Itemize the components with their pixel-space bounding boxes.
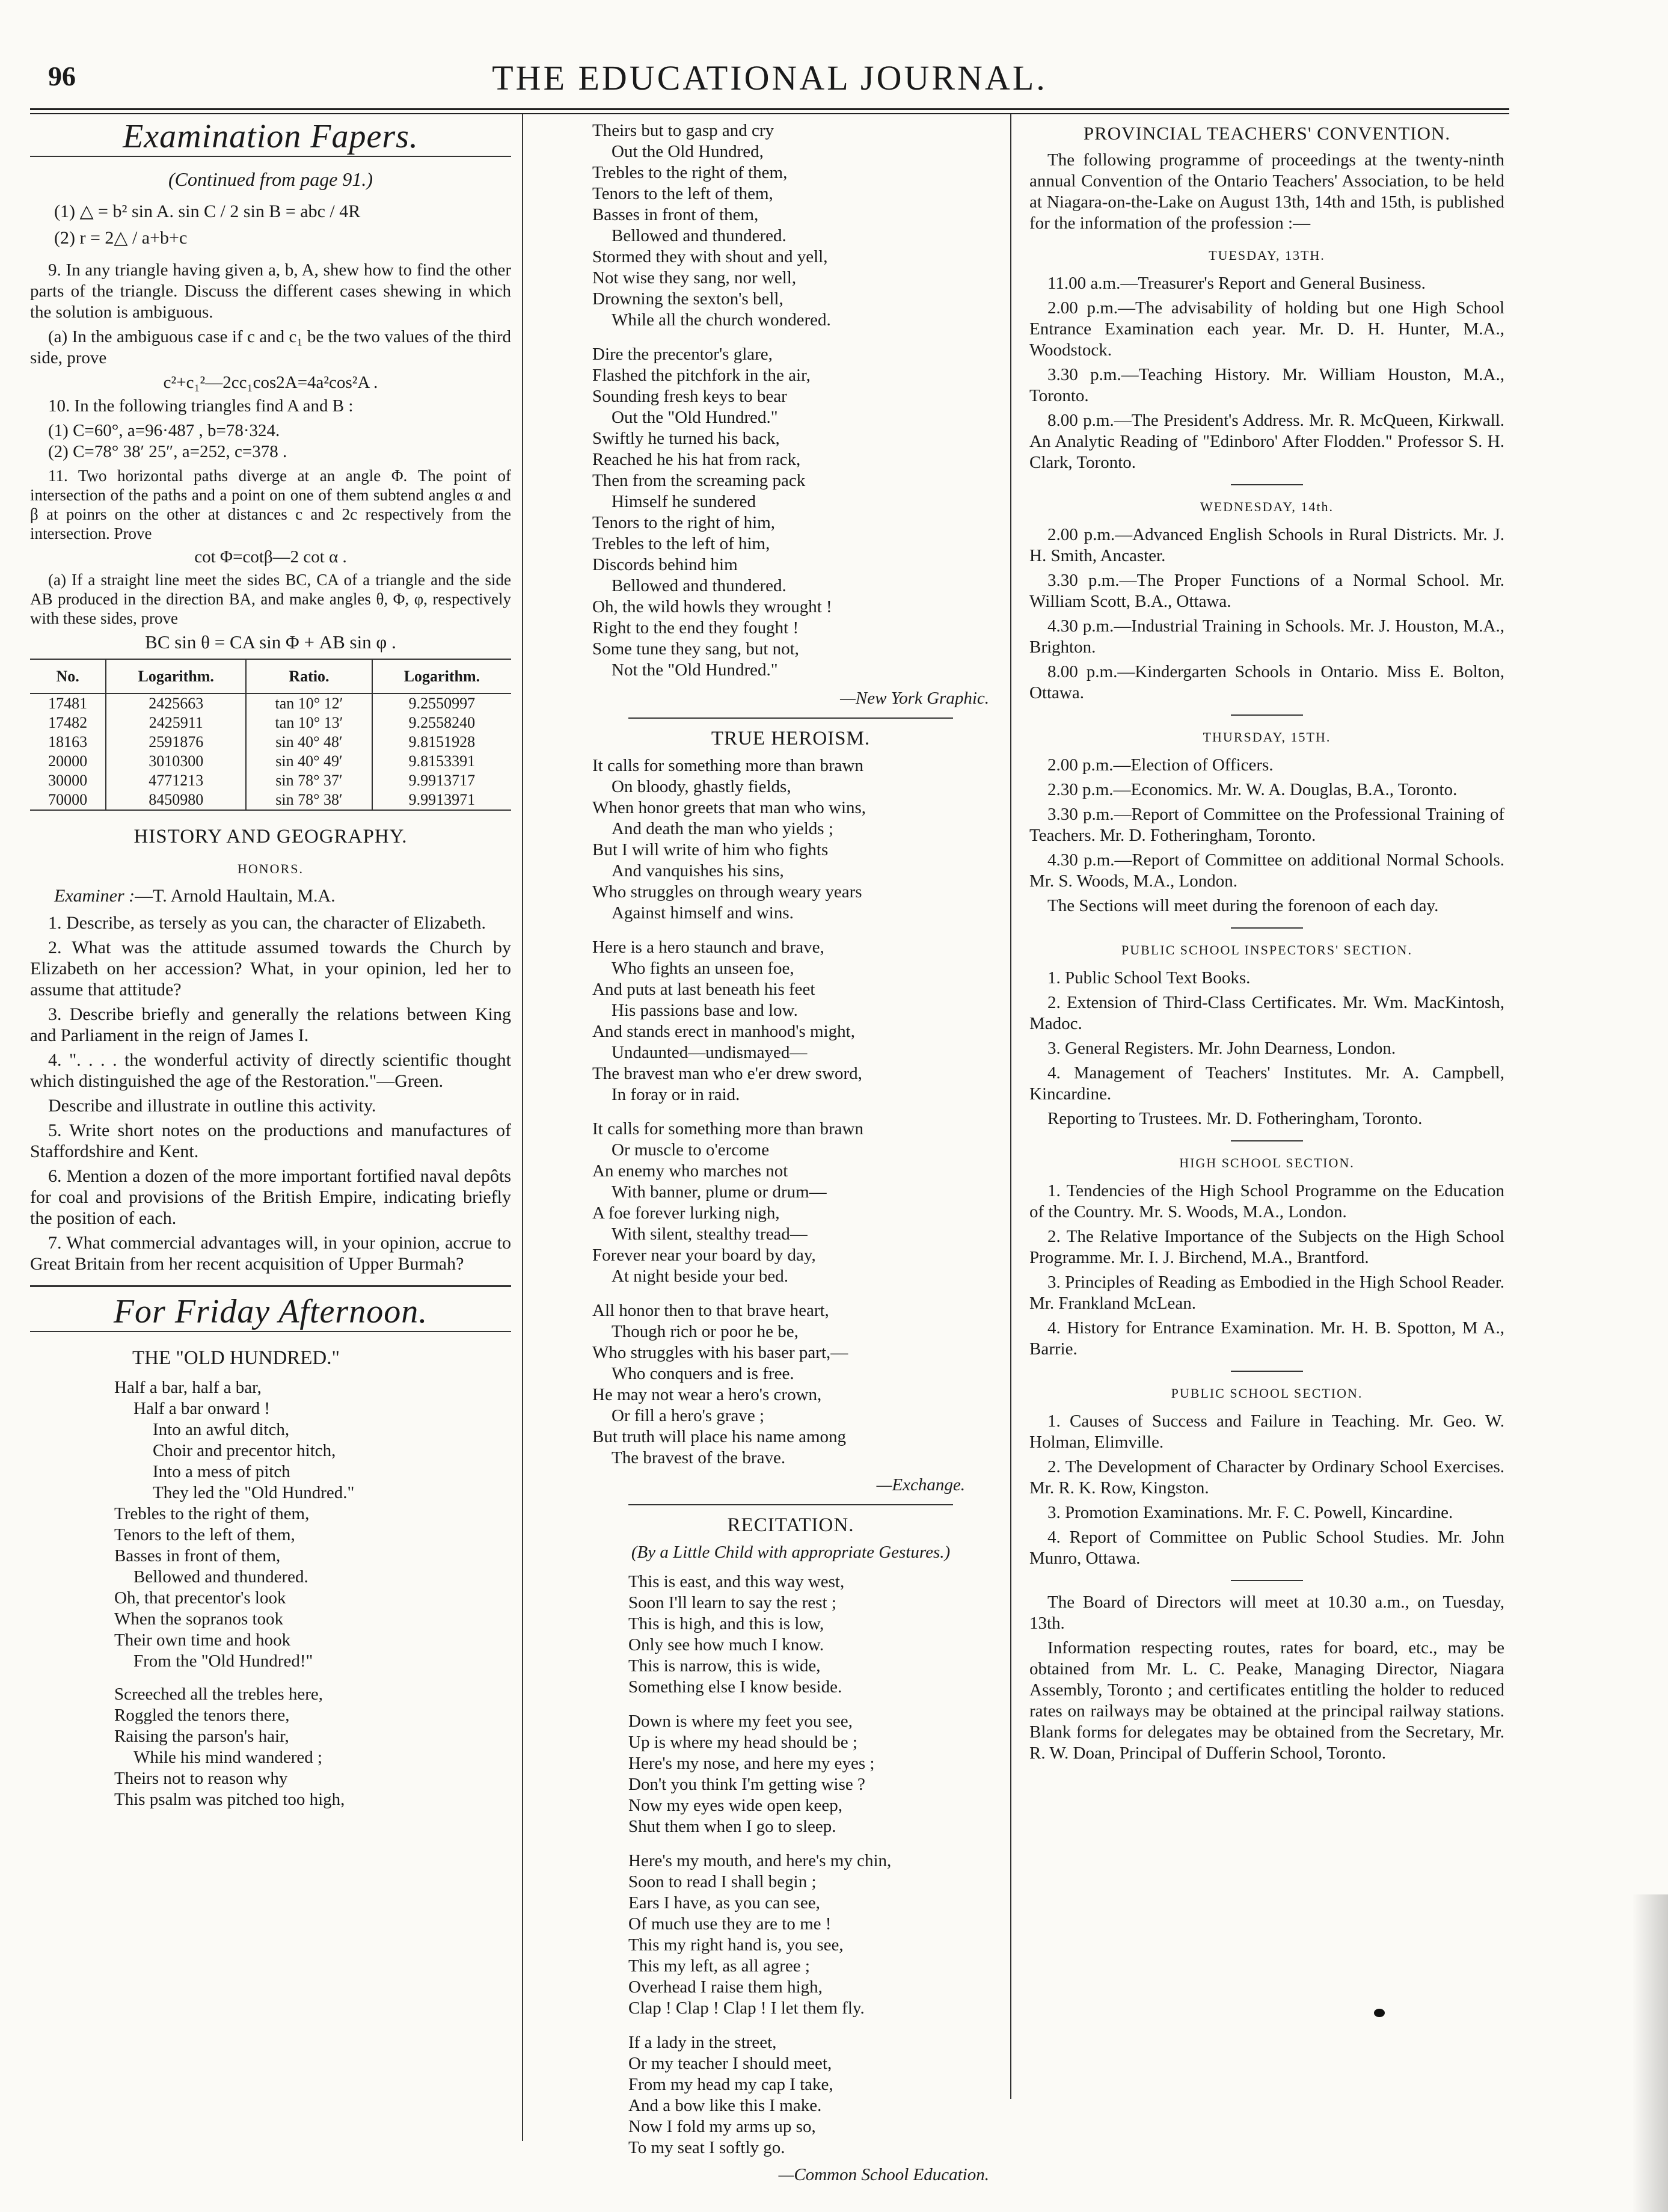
poem-line: Roggled the tenors there, xyxy=(114,1706,290,1725)
poem-line: Forever near your board by day, xyxy=(592,1246,816,1265)
poem-line: Their own time and hook xyxy=(114,1630,291,1650)
table-cell: 17481 xyxy=(30,693,106,713)
column-divider-1 xyxy=(522,114,523,2141)
column-convention xyxy=(1029,120,1504,1768)
history-question: Describe and illustrate in outline this activity. xyxy=(48,1096,376,1116)
poem-true-heroism xyxy=(592,755,989,1469)
divider xyxy=(1231,484,1303,485)
header-rule xyxy=(30,108,1509,110)
poem-line: Flashed the pitchfork in the air, xyxy=(592,366,811,385)
poem-line: Who struggles on through weary years xyxy=(592,882,862,902)
poem-line: Shut them when I go to sleep. xyxy=(628,1817,836,1836)
poem-line: Tenors to the left of them, xyxy=(114,1525,295,1544)
poem-line: Stormed they with shout and yell, xyxy=(592,247,828,266)
divider xyxy=(30,1331,511,1332)
table-cell: sin 40° 49′ xyxy=(246,752,372,771)
page-number: 96 xyxy=(48,61,76,91)
poem-line: Then from the screaming pack xyxy=(592,471,806,490)
poem-line: Who struggles with his baser part,— xyxy=(592,1343,848,1362)
table-cell: 17482 xyxy=(30,713,106,733)
poem-line: Basses in front of them, xyxy=(592,205,759,224)
poem-line: On bloody, ghastly fields, xyxy=(612,777,791,796)
formula-line: (1) △ = b² sin A. sin C / 2 sin B = abc / 4R xyxy=(54,201,361,221)
case-line: (1) C=60°, a=96·487 , b=78·324. xyxy=(48,421,280,440)
poem-line: Ears I have, as you can see, xyxy=(628,1893,820,1912)
poem-line: Out the Old Hundred, xyxy=(612,142,764,161)
poem-line: Bellowed and thundered. xyxy=(612,576,786,595)
programme-item: 2.30 p.m.—Economics. Mr. W. A. Douglas, B.A., Toronto. xyxy=(1047,780,1458,799)
poem-line: Now I fold my arms up so, xyxy=(628,2117,816,2136)
section-item: 4. Management of Teachers' Institutes. Mr. A. Campbell, Kincardine. xyxy=(1029,1063,1504,1104)
table-cell: 9.8151928 xyxy=(408,733,476,751)
poem-line: While all the church wondered. xyxy=(612,310,831,330)
poem-line: Something else I know beside. xyxy=(628,1677,842,1697)
stanza xyxy=(592,755,989,924)
poem-line: Now my eyes wide open keep, xyxy=(628,1796,842,1815)
case-line: (2) C=78° 38′ 25″, a=252, c=378 . xyxy=(48,442,287,461)
poem-line: Trebles to the right of them, xyxy=(592,163,788,182)
poem-line: Reached he his hat from rack, xyxy=(592,450,801,469)
table-cell: 8450980 xyxy=(106,790,246,810)
poem-line: Clap ! Clap ! Clap ! I let them fly. xyxy=(628,1998,865,2018)
heroism-source: —Exchange. xyxy=(876,1475,965,1495)
poem-line: Oh, the wild howls they wrought ! xyxy=(592,597,832,616)
stanza xyxy=(592,937,989,1105)
section-heading: PUBLIC SCHOOL INSPECTORS' SECTION. xyxy=(1121,942,1412,957)
history-question: 5. Write short notes on the productions and manufactures of Staffordshire and Kent. xyxy=(30,1120,511,1161)
poem-line: Tenors to the right of him, xyxy=(592,513,776,532)
section-item: 2. The Relative Importance of the Subjects on the High School Programme. Mr. I. J. Birchend, M.A., Brantford. xyxy=(1029,1227,1504,1267)
poem-line: All honor then to that brave heart, xyxy=(592,1301,829,1320)
poem-line: Drowning the sexton's bell, xyxy=(592,289,783,309)
divider xyxy=(30,156,511,157)
table-cell: 30000 xyxy=(30,771,106,790)
section-item: 1. Tendencies of the High School Programme on the Education of the Country. Mr. S. Woods, M.A., London. xyxy=(1029,1181,1504,1221)
poem-line: While his mind wandered ; xyxy=(133,1748,323,1767)
table-header: Logarithm. xyxy=(372,659,511,693)
poem-line: Here's my mouth, and here's my chin, xyxy=(628,1851,892,1870)
poem-line: Overhead I raise them high, xyxy=(628,1977,823,1997)
poem-line: Bellowed and thundered. xyxy=(612,226,786,245)
table-cell: 9.2550997 xyxy=(408,695,476,712)
history-question: 4. ". . . . the wonderful activity of directly scientific thought which distinguished the age of the Restoration."—Green. xyxy=(30,1050,511,1091)
programme-item: 3.30 p.m.—Teaching History. Mr. William Houston, M.A., Toronto. xyxy=(1029,365,1504,405)
formula-line: (2) r = 2△ / a+b+c xyxy=(54,228,188,248)
table-cell: sin 40° 48′ xyxy=(246,733,372,752)
table-cell: 9.9913717 xyxy=(408,772,476,789)
poem-line: Right to the end they fought ! xyxy=(592,618,799,637)
programme-item: 2.00 p.m.—Election of Officers. xyxy=(1047,755,1274,775)
poem-line: And vanquishes his sins, xyxy=(612,861,784,880)
poem-line: This is east, and this way west, xyxy=(628,1572,845,1591)
poem-line: This my left, as all agree ; xyxy=(628,1956,810,1976)
poem-line: Raising the parson's hair, xyxy=(114,1727,289,1746)
poem-line: Out the "Old Hundred." xyxy=(612,408,778,427)
poem-line: Into a mess of pitch xyxy=(153,1462,290,1481)
page-header xyxy=(30,54,1509,108)
poem-line: And stands erect in manhood's might, xyxy=(592,1022,855,1041)
question-10-cases xyxy=(30,420,511,462)
section-item: 1. Public School Text Books. xyxy=(1047,968,1251,988)
recitation-source: —Common School Education. xyxy=(778,2165,989,2184)
page-edge-shadow xyxy=(1632,1894,1668,2212)
table-cell: 18163 xyxy=(30,733,106,752)
table-row xyxy=(30,771,511,790)
section-item: 3. Principles of Reading as Embodied in the High School Reader. Mr. Frankland McLean. xyxy=(1029,1273,1504,1313)
poem-line: This my right hand is, you see, xyxy=(628,1935,844,1955)
poem-line: Who conquers and is free. xyxy=(612,1364,794,1383)
history-title: HISTORY AND GEOGRAPHY. xyxy=(133,826,408,847)
divider xyxy=(1231,927,1303,929)
section-heading: PUBLIC SCHOOL SECTION. xyxy=(1171,1386,1363,1401)
history-question: 6. Mention a dozen of the more important fortified naval depôts for coal and provisions of the British Empire, indicating briefly the position of each. xyxy=(30,1166,511,1228)
programme-item: 4.30 p.m.—Report of Committee on additional Normal Schools. Mr. S. Woods, M.A., London. xyxy=(1029,850,1504,891)
table-header: No. xyxy=(30,659,106,693)
poem-line: This psalm was pitched too high, xyxy=(114,1790,345,1809)
convention-title: PROVINCIAL TEACHERS' CONVENTION. xyxy=(1083,123,1451,144)
poem-line: Who fights an unseen foe, xyxy=(612,959,794,978)
table-cell: tan 10° 13′ xyxy=(246,713,372,733)
poem-line: With silent, stealthy tread— xyxy=(612,1224,808,1244)
table-cell: sin 78° 38′ xyxy=(246,790,372,810)
table-row xyxy=(30,790,511,810)
programme-item: 3.30 p.m.—Report of Committee on the Professional Training of Teachers. Mr. D. Fotheringham, Toronto. xyxy=(1029,805,1504,845)
stanza xyxy=(592,120,989,331)
poem-old-hundred-continued xyxy=(592,120,989,681)
poem-line: Bellowed and thundered. xyxy=(133,1567,308,1587)
table-cell: 9.2558240 xyxy=(408,714,476,731)
history-question: 3. Describe briefly and generally the relations between King and Parliament in the reign of James I. xyxy=(30,1004,511,1045)
poem-line: This is high, and this is low, xyxy=(628,1614,824,1633)
programme-item: 2.00 p.m.—Advanced English Schools in Rural Districts. Mr. J. H. Smith, Ancaster. xyxy=(1029,525,1504,565)
table-cell: 3010300 xyxy=(106,752,246,771)
section-item: 2. Extension of Third-Class Certificates. Mr. Wm. MacKintosh, Madoc. xyxy=(1029,993,1504,1033)
poem-line: Or fill a hero's grave ; xyxy=(612,1406,765,1425)
recitation-title: RECITATION. xyxy=(727,1514,854,1536)
stanza xyxy=(592,1300,989,1469)
table-header: Logarithm. xyxy=(106,659,246,693)
poem-line: When honor greets that man who wins, xyxy=(592,798,866,817)
poem-line: Himself he sundered xyxy=(612,492,756,511)
examiner-label: Examiner : xyxy=(54,886,135,906)
formula-11: cot Φ=cotβ—2 cot α . xyxy=(194,547,347,567)
header-rule-thin xyxy=(30,113,1509,114)
question-10: 10. In the following triangles find A and B : xyxy=(48,396,354,416)
poem-recitation xyxy=(592,1571,989,2158)
day-heading: TUESDAY, 13TH. xyxy=(1209,248,1325,263)
question-9: 9. In any triangle having given a, b, A, shew how to find the other parts of the triangle. Discuss the different cases shewing in which the solution is ambiguous. xyxy=(30,260,511,322)
stanza xyxy=(592,344,989,681)
question-9a: (a) In the ambiguous case if c and c₁ be the two values of the third side, prove xyxy=(30,327,511,367)
divider xyxy=(1231,1371,1303,1372)
poem-line: Down is where my feet you see, xyxy=(628,1712,853,1731)
poem-line: Though rich or poor he be, xyxy=(612,1322,799,1341)
table-cell: 20000 xyxy=(30,752,106,771)
poem-line: Oh, that precentor's look xyxy=(114,1588,286,1608)
table-cell: sin 78° 37′ xyxy=(246,771,372,790)
table-cell: 70000 xyxy=(30,790,106,810)
poem-line: Trebles to the right of them, xyxy=(114,1504,310,1523)
poem-line: Here's my nose, and here my eyes ; xyxy=(628,1754,875,1773)
divider xyxy=(30,1285,511,1287)
closing-paragraph: The Board of Directors will meet at 10.30 a.m., on Tuesday, 13th. xyxy=(1029,1593,1504,1633)
poem-line: Basses in front of them, xyxy=(114,1546,281,1565)
poem-line: To my seat I softly go. xyxy=(628,2138,785,2157)
programme-item: 2.00 p.m.—The advisability of holding but one High School Entrance Examination each year. Mr. D. H. Hunter, M.A., Woodstock. xyxy=(1029,298,1504,360)
table-cell: 9.8153391 xyxy=(408,752,476,770)
poem-line: Trebles to the left of him, xyxy=(592,534,770,553)
section-item: 1. Causes of Success and Failure in Teaching. Mr. Geo. W. Holman, Elimville. xyxy=(1029,1412,1504,1452)
poem-line: It calls for something more than brawn xyxy=(592,1119,863,1138)
honors-label: HONORS. xyxy=(238,861,304,876)
printer-dot xyxy=(1374,2009,1385,2017)
poem-line: A foe forever lurking nigh, xyxy=(592,1203,780,1223)
closing-paragraph: Information respecting routes, rates for board, etc., may be obtained from Mr. L. C. Peake, Managing Director, Niagara Assembly, Toronto ; and certificates entitling the holder to reduced rates on railways may be obtained at the principal railway stations. Blank forms for delegates may be obtained from the Secretary, Mr. R. W. Doan, Principal of Dufferin School, Toronto. xyxy=(1029,1638,1504,1763)
divider xyxy=(628,1504,953,1505)
table-row xyxy=(30,733,511,752)
section-item: 3. General Registers. Mr. John Dearness, London. xyxy=(1047,1039,1396,1058)
formula-block xyxy=(54,198,511,251)
poem-line: Soon to read I shall begin ; xyxy=(628,1872,817,1891)
poem-line: When the sopranos took xyxy=(114,1609,284,1629)
section-item: Reporting to Trustees. Mr. D. Fotheringham, Toronto. xyxy=(1047,1109,1423,1128)
poem-line: Swiftly he turned his back, xyxy=(592,429,780,448)
question-11a: (a) If a straight line meet the sides BC, CA of a triangle and the side AB produced in the direction BA, and make angles θ, Φ, φ, respectively with these sides, prove xyxy=(30,571,511,627)
poem-line: Up is where my head should be ; xyxy=(628,1733,857,1752)
recitation-subtitle: (By a Little Child with appropriate Gestures.) xyxy=(631,1543,951,1562)
table-cell: 2591876 xyxy=(106,733,246,752)
poem-old-hundred xyxy=(114,1377,511,1672)
section-item: 4. History for Entrance Examination. Mr. H. B. Spotton, M A., Barrie. xyxy=(1029,1318,1504,1359)
programme-item: 4.30 p.m.—Industrial Training in Schools. Mr. J. Houston, M.A., Brighton. xyxy=(1029,616,1504,657)
poem-line: Dire the precentor's glare, xyxy=(592,345,773,364)
history-question: 2. What was the attitude assumed towards the Church by Elizabeth on her accession? What, in your opinion, led her to assume that attitude? xyxy=(30,938,511,1000)
column-poems xyxy=(592,120,989,2186)
table-row xyxy=(30,693,511,713)
stanza xyxy=(628,2032,989,2158)
stanza xyxy=(592,1119,989,1287)
convention-intro: The following programme of proceedings at the twenty-ninth annual Convention of the Ontario Teachers' Association, to be held at Niagara-on-the-Lake on August 13th, 14th and 15th, is published for the information of the profession :— xyxy=(1029,150,1504,233)
poem-line: With banner, plume or drum— xyxy=(612,1182,827,1202)
examiner-line xyxy=(30,885,511,906)
journal-title: THE EDUCATIONAL JOURNAL. xyxy=(492,58,1047,97)
continued-note: (Continued from page 91.) xyxy=(168,168,373,190)
stanza xyxy=(628,1571,989,1698)
section-title-examination: Examination Fapers. xyxy=(123,118,419,155)
poem-line: Or muscle to o'ercome xyxy=(612,1140,770,1160)
convention-closing xyxy=(1029,1592,1504,1764)
poem-line: Half a bar onward ! xyxy=(133,1399,271,1418)
column-examination xyxy=(30,120,511,1810)
divider xyxy=(628,717,953,719)
poem-line: This is narrow, this is wide, xyxy=(628,1656,821,1676)
poem-line: An enemy who marches not xyxy=(592,1161,788,1181)
poem-line: At night beside your bed. xyxy=(612,1267,788,1286)
logarithm-table xyxy=(30,659,511,811)
poem-line: But I will write of him who fights xyxy=(592,840,829,859)
poem-line: Undaunted—undismayed— xyxy=(612,1043,808,1062)
history-questions xyxy=(30,912,511,1274)
poem-title: THE "OLD HUNDRED." xyxy=(132,1347,340,1369)
poem-line: Tenors to the left of them, xyxy=(592,184,773,203)
poem-line: Discords behind him xyxy=(592,555,738,574)
table-cell: 2425663 xyxy=(106,693,246,713)
poem-line: They led the "Old Hundred." xyxy=(153,1483,355,1502)
poem-line: Only see how much I know. xyxy=(628,1635,824,1654)
poem-line: It calls for something more than brawn xyxy=(592,756,863,775)
poem-line: From my head my cap I take, xyxy=(628,2075,833,2094)
programme-item: The Sections will meet during the forenoon of each day. xyxy=(1047,896,1439,915)
formula-9a: c²+c₁²—2cc₁cos2A=4a²cos²A . xyxy=(163,373,378,392)
poem-line: And a bow like this I make. xyxy=(628,2096,822,2115)
history-question: 7. What commercial advantages will, in your opinion, accrue to Great Britain from her recent acquisition of Upper Burmah? xyxy=(30,1233,511,1274)
poem-line: And death the man who yields ; xyxy=(612,819,833,838)
poem-line: Don't you think I'm getting wise ? xyxy=(628,1775,865,1794)
day-heading: THURSDAY, 15TH. xyxy=(1203,730,1331,745)
table-cell: tan 10° 12′ xyxy=(246,693,372,713)
poem-line: Screeched all the trebles here, xyxy=(114,1685,323,1704)
day-heading: WEDNESDAY, 14th. xyxy=(1200,499,1334,514)
poem-line: He may not wear a hero's crown, xyxy=(592,1385,822,1404)
convention-days xyxy=(1029,245,1504,917)
poem-line: If a lady in the street, xyxy=(628,2033,777,2052)
section-item: 4. Report of Committee on Public School Studies. Mr. John Munro, Ottawa. xyxy=(1029,1528,1504,1568)
divider xyxy=(1231,714,1303,716)
poem-line: Of much use they are to me ! xyxy=(628,1914,832,1934)
poem-line: The bravest man who e'er drew sword, xyxy=(592,1064,862,1083)
poem-line: Choir and precentor hitch, xyxy=(153,1441,336,1460)
history-question: 1. Describe, as tersely as you can, the character of Elizabeth. xyxy=(48,913,486,933)
poem-line: Or my teacher I should meet, xyxy=(628,2054,832,2073)
poem-line: Into an awful ditch, xyxy=(153,1420,290,1439)
examiner-name: —T. Arnold Haultain, M.A. xyxy=(135,886,336,906)
section-item: 2. The Development of Character by Ordinary School Exercises. Mr. R. K. Row, Kingston. xyxy=(1029,1457,1504,1498)
poem-line: Some tune they sang, but not, xyxy=(592,639,799,659)
poem-line: Soon I'll learn to say the rest ; xyxy=(628,1593,836,1612)
programme-item: 8.00 p.m.—Kindergarten Schools in Ontario. Miss E. Bolton, Ottawa. xyxy=(1029,662,1504,702)
divider xyxy=(1231,1140,1303,1141)
stanza xyxy=(628,1711,989,1837)
question-11: 11. Two horizontal paths diverge at an angle Φ. The point of intersection of the paths and a point on one of them subtend angles α and β at poinrs on the other at distances c and 2c respectively from the intersection. Prove xyxy=(30,467,511,542)
table-row xyxy=(30,713,511,733)
poem-line: Not the "Old Hundred." xyxy=(612,660,778,680)
divider xyxy=(1231,1580,1303,1581)
programme-item: 11.00 a.m.—Treasurer's Report and General Business. xyxy=(1047,274,1426,293)
poem-line: His passions base and low. xyxy=(612,1001,798,1020)
poem-line: The bravest of the brave. xyxy=(612,1448,786,1467)
poem-line: Sounding fresh keys to bear xyxy=(592,387,787,406)
table-cell: 9.9913971 xyxy=(408,791,476,808)
table-cell: 4771213 xyxy=(106,771,246,790)
convention-sections xyxy=(1029,927,1504,1569)
column-divider-2 xyxy=(1010,114,1011,2099)
table-cell: 2425911 xyxy=(106,713,246,733)
poem-line: But truth will place his name among xyxy=(592,1427,847,1446)
poem-line: Theirs not to reason why xyxy=(114,1769,288,1788)
poem-line: In foray or in raid. xyxy=(612,1085,740,1104)
stanza xyxy=(628,1851,989,2019)
poem-line: Here is a hero staunch and brave, xyxy=(592,938,824,957)
formula-11a: BC sin θ = CA sin Φ + AB sin φ . xyxy=(145,631,396,653)
programme-item: 8.00 p.m.—The President's Address. Mr. R. McQueen, Kirkwall. An Analytic Reading of "Edinboro' After Flodden." Professor S. H. Clark, Toronto. xyxy=(1029,411,1504,472)
section-heading: HIGH SCHOOL SECTION. xyxy=(1179,1155,1355,1170)
heroism-title: TRUE HEROISM. xyxy=(711,728,871,749)
poem-line: Half a bar, half a bar, xyxy=(114,1378,262,1397)
poem-line: And puts at last beneath his feet xyxy=(592,980,815,999)
poem-old-hundred-part xyxy=(114,1684,511,1810)
poem-source: —New York Graphic. xyxy=(840,689,989,708)
poem-line: Theirs but to gasp and cry xyxy=(592,121,774,140)
section-title-friday: For Friday Afternoon. xyxy=(113,1293,428,1330)
programme-item: 3.30 p.m.—The Proper Functions of a Normal School. Mr. William Scott, B.A., Ottawa. xyxy=(1029,571,1504,611)
table-row xyxy=(30,752,511,771)
table-header: Ratio. xyxy=(246,659,372,693)
poem-line: From the "Old Hundred!" xyxy=(133,1651,313,1671)
poem-line: Against himself and wins. xyxy=(612,903,794,923)
section-item: 3. Promotion Examinations. Mr. F. C. Powell, Kincardine. xyxy=(1047,1503,1453,1522)
poem-line: Not wise they sang, nor well, xyxy=(592,268,797,287)
